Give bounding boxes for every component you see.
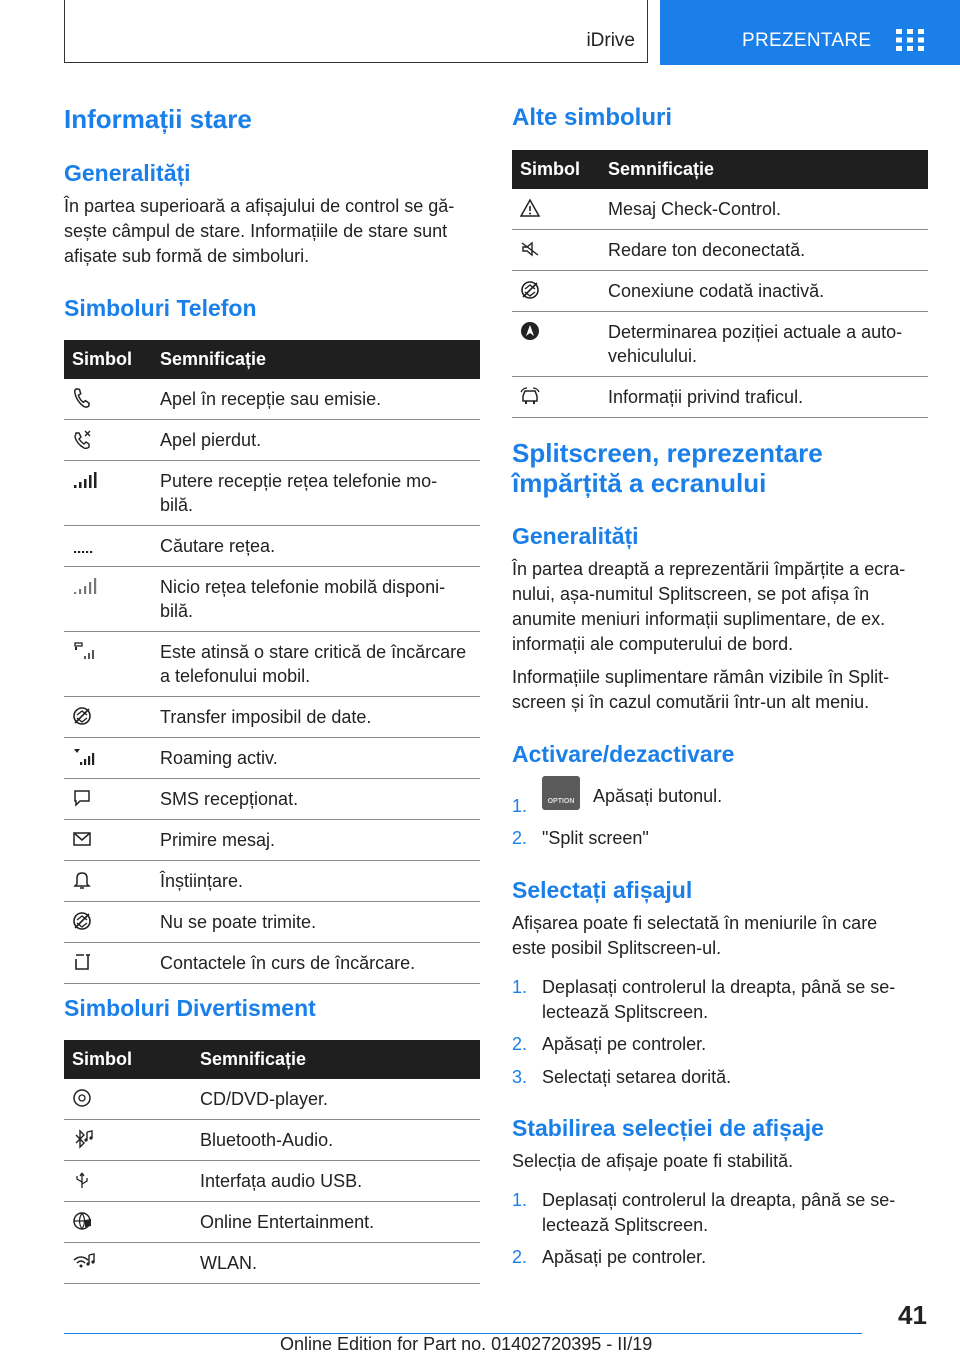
phone-heading: Simboluri Telefon	[64, 295, 257, 321]
split-text-1: În partea dreaptă a reprezentării împărțite a ecra- nului, așa-numitul Splitscreen, se pot afișa în anumite meniuri informații suplimentare, de ex. informații ale computerului de bord.	[512, 559, 906, 654]
symbol-meaning: Redare ton deconectată.	[600, 230, 928, 271]
bell-icon	[72, 870, 98, 890]
position-icon	[520, 321, 546, 341]
activate-step-2: 2. "Split screen"	[512, 828, 649, 848]
table-row	[64, 420, 480, 461]
table-row	[64, 697, 480, 738]
symbol-meaning: CD/DVD-player.	[192, 1079, 480, 1120]
no-data-icon	[72, 706, 98, 726]
table-row	[64, 861, 480, 902]
general-heading: Generalități	[64, 160, 191, 186]
header-section: iDrive	[586, 30, 635, 51]
col-meaning: Semnificație	[600, 150, 928, 189]
page-number: 41	[898, 1300, 927, 1330]
table-row	[64, 461, 480, 526]
phone-symbols-table	[64, 340, 480, 984]
symbol-meaning: Nicio rețea telefonie mobilă disponi- bilă.	[152, 567, 480, 632]
other-symbols-heading: Alte simboluri	[512, 104, 673, 131]
footer-edition: Online Edition for Part no. 01402720395 - II/19	[280, 1334, 653, 1354]
symbol-meaning: Roaming activ.	[152, 738, 480, 779]
header-section-box	[64, 0, 648, 63]
warning-icon	[520, 198, 546, 218]
table-row	[512, 312, 928, 377]
col-meaning: Semnificație	[192, 1040, 480, 1079]
table-row	[512, 230, 928, 271]
activate-heading: Activare/dezactivare	[512, 741, 735, 767]
no-connection-icon	[520, 280, 546, 300]
symbol-meaning: Informații privind traficul.	[600, 377, 928, 418]
symbol-meaning: Interfața audio USB.	[192, 1161, 480, 1202]
table-row	[64, 902, 480, 943]
usb-icon	[72, 1170, 98, 1190]
missed-call-icon	[72, 429, 98, 449]
header-chapter-box[interactable]	[660, 0, 960, 65]
symbol-meaning: Apel pierdut.	[152, 420, 480, 461]
symbol-meaning: Apel în recepție sau emisie.	[152, 379, 480, 420]
table-row	[64, 779, 480, 820]
symbol-meaning: WLAN.	[192, 1243, 480, 1284]
symbol-meaning: SMS recepționat.	[152, 779, 480, 820]
table-row	[64, 943, 480, 984]
table-row	[64, 820, 480, 861]
table-row	[64, 1202, 480, 1243]
mute-icon	[520, 239, 546, 259]
wlan-icon	[72, 1252, 98, 1272]
online-entertainment-icon	[72, 1211, 98, 1231]
contacts-loading-icon	[72, 952, 98, 972]
grid-menu-icon	[896, 29, 924, 51]
symbol-meaning: Contactele în curs de încărcare.	[152, 943, 480, 984]
split-text-2: Informațiile suplimentare rămân vizibile în Split- screen și în cazul comutării într-un alt meniu.	[512, 667, 890, 712]
fix-step-1: 1. Deplasați controlerul la dreapta, până se se- lectează Splitscreen.	[512, 1190, 896, 1235]
table-row	[64, 1120, 480, 1161]
col-symbol: Simbol	[512, 150, 600, 189]
mail-icon	[72, 829, 98, 849]
table-row	[64, 738, 480, 779]
select-step-1: 1. Deplasați controlerul la dreapta, până se se- lectează Splitscreen.	[512, 977, 896, 1022]
table-row	[64, 526, 480, 567]
symbol-meaning: Bluetooth-Audio.	[192, 1120, 480, 1161]
no-send-icon	[72, 911, 98, 931]
symbol-meaning: Transfer imposibil de date.	[152, 697, 480, 738]
general-text: În partea superioară a afișajului de control se gă- sește câmpul de stare. Informațiile de stare sunt afișate sub formă de simboluri.	[64, 196, 455, 266]
fix-text: Selecția de afișaje poate fi stabilită.	[512, 1151, 794, 1171]
select-step-3: 3. Selectați setarea dorită.	[512, 1067, 732, 1087]
select-step-2: 2. Apăsați pe controler.	[512, 1034, 707, 1054]
symbol-meaning: Mesaj Check-Control.	[600, 189, 928, 230]
col-meaning: Semnificație	[152, 340, 480, 379]
battery-critical-icon	[72, 641, 98, 661]
select-text: Afișarea poate fi selectată în meniurile în care este posibil Splitscreen-ul.	[512, 913, 878, 958]
activate-step-1: 1. OPTION Apăsați butonul.	[512, 776, 928, 816]
cd-icon	[72, 1088, 98, 1108]
entertainment-symbols-table	[64, 1040, 480, 1284]
table-row	[64, 1243, 480, 1284]
entertainment-heading: Simboluri Divertisment	[64, 995, 316, 1021]
symbol-meaning: Este atinsă o stare critică de încărcare a telefonului mobil.	[152, 632, 480, 697]
no-signal-icon	[72, 576, 98, 596]
col-symbol: Simbol	[64, 340, 152, 379]
table-row	[512, 189, 928, 230]
phone-icon	[72, 388, 98, 408]
fix-heading: Stabilirea selecției de afișaje	[512, 1115, 824, 1141]
split-general-heading: Generalități	[512, 523, 639, 549]
select-heading: Selectați afișajul	[512, 877, 693, 903]
table-row	[64, 567, 480, 632]
symbol-meaning: Căutare rețea.	[152, 526, 480, 567]
symbol-meaning: Putere recepție rețea telefonie mo- bilă.	[152, 461, 480, 526]
symbol-meaning: Primire mesaj.	[152, 820, 480, 861]
table-row	[64, 632, 480, 697]
table-row	[512, 377, 928, 418]
status-title: Informații stare	[64, 104, 252, 134]
symbol-meaning: Online Entertainment.	[192, 1202, 480, 1243]
symbol-meaning: Conexiune codată inactivă.	[600, 271, 928, 312]
roaming-icon	[72, 747, 98, 767]
table-row	[64, 1161, 480, 1202]
col-symbol: Simbol	[64, 1040, 192, 1079]
other-symbols-table	[512, 150, 928, 418]
table-row	[64, 1079, 480, 1120]
traffic-icon	[520, 386, 546, 406]
network-search-icon	[72, 535, 98, 555]
symbol-meaning: Înștiințare.	[152, 861, 480, 902]
splitscreen-title: Splitscreen, reprezentare împărțită a ecranului	[512, 438, 823, 498]
signal-bars-icon	[72, 470, 98, 490]
table-row	[64, 379, 480, 420]
header-chapter: PREZENTARE	[742, 30, 872, 51]
bluetooth-audio-icon	[72, 1129, 98, 1149]
fix-step-2: 2. Apăsați pe controler.	[512, 1247, 707, 1267]
option-button-icon[interactable]: OPTION	[542, 776, 580, 810]
symbol-meaning: Nu se poate trimite.	[152, 902, 480, 943]
symbol-meaning: Determinarea poziției actuale a auto- vehiculului.	[600, 312, 928, 377]
sms-icon	[72, 788, 98, 808]
table-row	[512, 271, 928, 312]
